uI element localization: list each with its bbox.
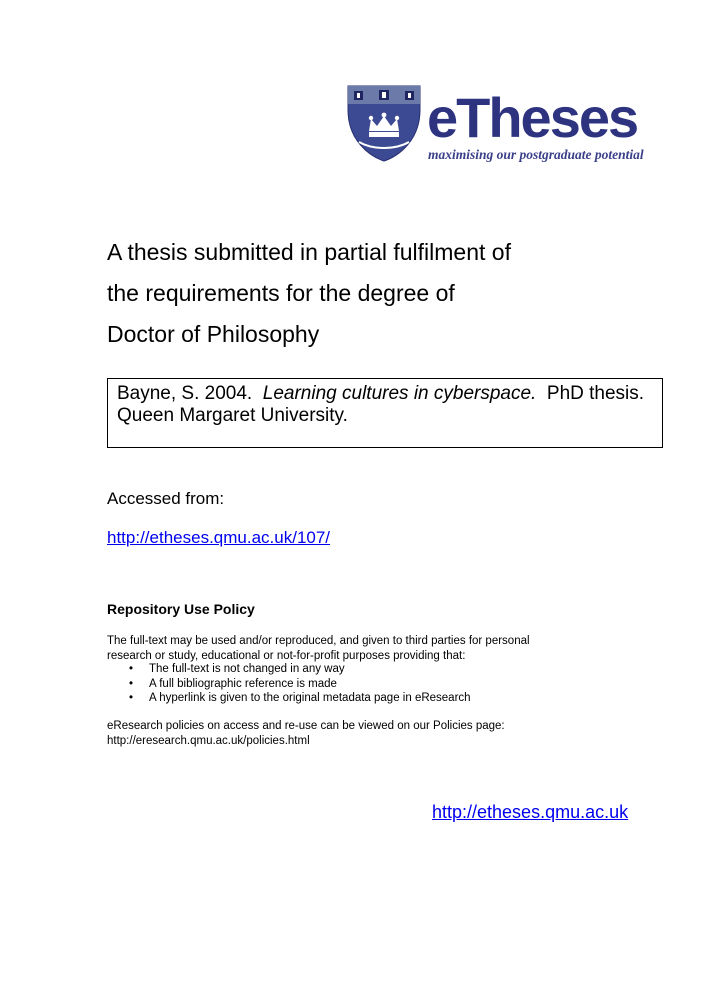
citation-title: Learning cultures in cyberspace. [262,383,537,404]
list-item [107,691,471,706]
bullet-icon: • [129,692,134,705]
logo-wordmark: eTheses [427,86,638,149]
accessed-from-label: Accessed from: [107,489,225,508]
thesis-url-link[interactable]: http://etheses.qmu.ac.uk/107/ [107,528,331,547]
logo-tagline: maximising our postgraduate potential [428,147,644,162]
citation-institution: Queen Margaret University. [117,405,348,426]
list-item-text: The full-text is not changed in any way [149,663,345,675]
statement-line-1: A thesis submitted in partial fulfilment of [107,239,511,265]
citation-type: PhD thesis. [546,383,645,404]
thesis-statement [107,232,511,355]
list-item-text: A full bibliographic reference is made [149,677,337,690]
citation-line-1 [117,383,653,405]
etheses-home-link[interactable]: http://etheses.qmu.ac.uk [432,802,629,822]
statement-line-3: Doctor of Philosophy [107,321,320,347]
policy-heading: Repository Use Policy [107,601,255,617]
bullet-icon: • [129,663,134,675]
citation-author-year: Bayne, S. 2004. [117,383,253,404]
etheses-logo [347,84,669,166]
shield-crown-icon [347,84,421,162]
list-item [107,662,471,677]
bullet-icon: • [129,677,134,690]
list-item-text: A hyperlink is given to the original metadata page in eResearch [149,692,471,705]
policy-conditions-list [107,662,471,706]
policy-intro: The full-text may be used and/or reproduced, and given to third parties for personal research or study, educational or not-for-profit purposes providing that: [107,635,530,662]
citation-box [107,378,663,448]
statement-line-2: the requirements for the degree of [107,280,455,306]
list-item [107,677,471,692]
policy-note: eResearch policies on access and re-use can be viewed on our Policies page: http://eresearch.qmu.ac.uk/policies.html [107,720,505,747]
